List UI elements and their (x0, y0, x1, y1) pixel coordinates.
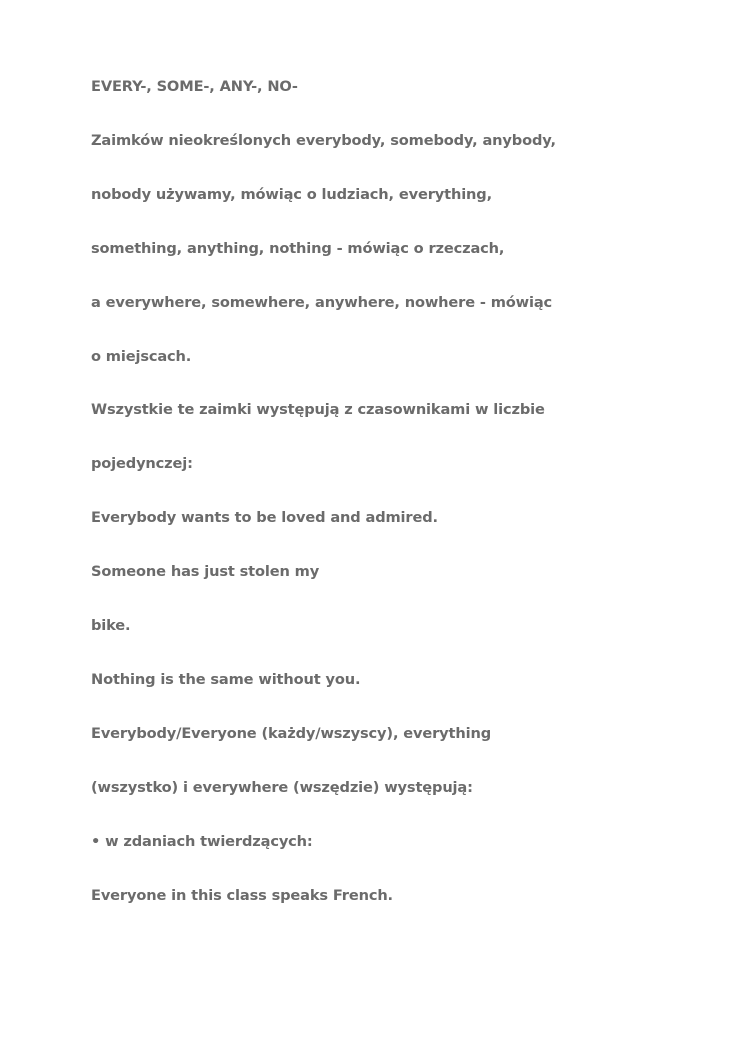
text-line: something, anything, nothing - mówiąc o rzeczach, (91, 240, 505, 257)
text-line: (wszystko) i everywhere (wszędzie) występują: (91, 779, 473, 796)
text-line: Everybody/Everyone (każdy/wszyscy), everything (91, 725, 491, 742)
text-line: o miejscach. (91, 348, 192, 365)
example-sentence: Everyone in this class speaks French. (91, 887, 393, 904)
example-sentence: Nothing is the same without you. (91, 671, 361, 688)
document-heading: EVERY-, SOME-, ANY-, NO- (91, 78, 298, 95)
text-line: Zaimków nieokreślonych everybody, somebody, anybody, (91, 132, 556, 149)
example-sentence: Someone has just stolen my (91, 563, 320, 580)
text-line: Wszystkie te zaimki występują z czasownikami w liczbie (91, 401, 545, 418)
bullet-item: • w zdaniach twierdzących: (91, 833, 313, 850)
text-line: pojedynczej: (91, 455, 193, 472)
text-line: nobody używamy, mówiąc o ludziach, everything, (91, 186, 492, 203)
example-sentence: Everybody wants to be loved and admired. (91, 509, 438, 526)
text-line: a everywhere, somewhere, anywhere, nowhere - mówiąc (91, 294, 553, 311)
example-sentence: bike. (91, 617, 131, 634)
